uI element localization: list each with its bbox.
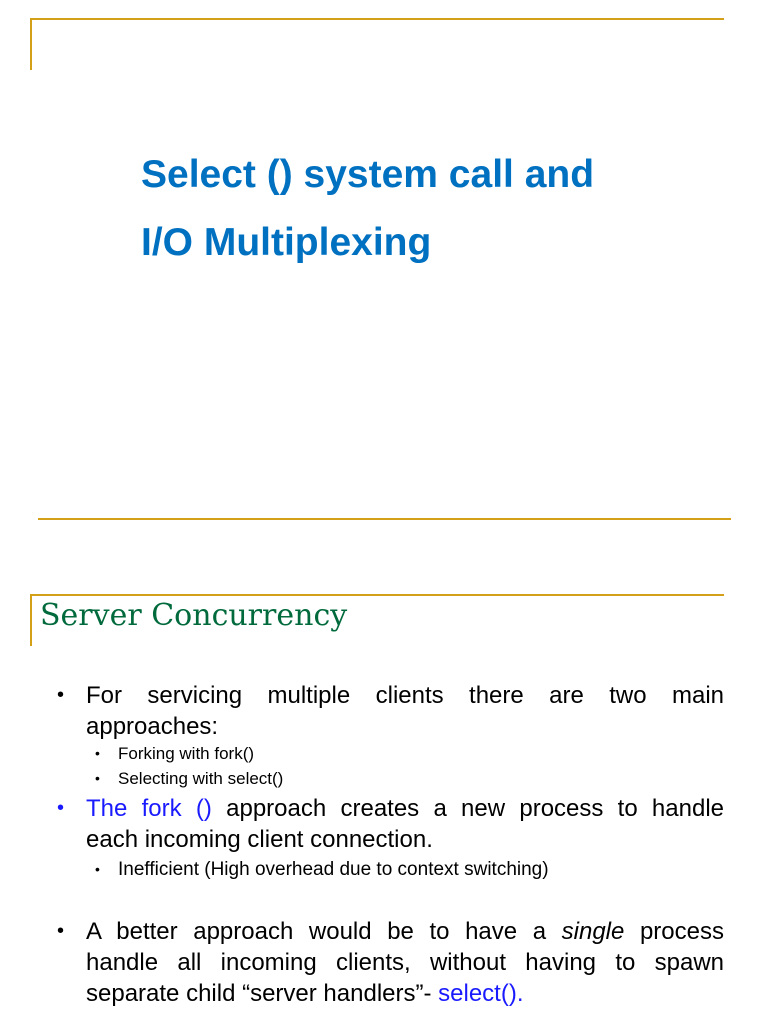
sub-bullet-dot: •	[95, 745, 100, 761]
bullet2-line1-rest: approach creates a new process to handle	[211, 795, 724, 822]
fork-highlight: The fork ()	[86, 795, 212, 822]
bullet3-line1-pre: A better approach would be to have a	[86, 918, 562, 945]
slide-title-text	[141, 141, 594, 277]
bullet2-line2: each incoming client connection.	[86, 826, 433, 853]
title-line-2: I/O Multiplexing	[141, 221, 432, 264]
slide-server-concurrency	[0, 540, 768, 1024]
bullet-dot: •	[57, 684, 65, 706]
sub-bullet-inefficient: Inefficient (High overhead due to context switching)	[118, 859, 549, 880]
bullet-dot: •	[57, 920, 65, 942]
bullet2-line1	[86, 793, 724, 824]
bullet3-line2: handle all incoming clients, without having to spawn	[86, 949, 724, 976]
bullet3-line3-pre: separate child “server handlers”-	[86, 980, 439, 1007]
left-rule	[30, 18, 32, 70]
bullet1-line1: For servicing multiple clients there are two main	[86, 682, 724, 709]
slide-heading: Server Concurrency	[40, 598, 348, 633]
top-rule	[30, 594, 724, 596]
bullet-servicing-clients	[86, 680, 724, 742]
bullet-dot: •	[57, 797, 65, 819]
bottom-rule	[38, 518, 731, 520]
bullet-fork-approach	[86, 793, 724, 855]
bullet3-line1-post: process	[624, 918, 724, 945]
title-line-1: Select () system call and	[141, 153, 595, 196]
sub-bullet-forking: Forking with fork()	[118, 744, 255, 763]
left-rule	[30, 594, 32, 646]
top-rule	[30, 18, 724, 20]
sub-bullet-selecting: Selecting with select()	[118, 769, 284, 788]
bullet3-line3	[86, 978, 724, 1009]
sub-bullet-dot: •	[95, 770, 100, 786]
bullet-better-approach	[86, 916, 724, 1009]
select-highlight: select().	[438, 980, 524, 1007]
sub-bullet-dot: •	[95, 861, 100, 877]
bullet3-line1	[86, 916, 724, 947]
bullet1-line2: approaches:	[86, 713, 219, 740]
single-emphasis: single	[561, 918, 625, 945]
